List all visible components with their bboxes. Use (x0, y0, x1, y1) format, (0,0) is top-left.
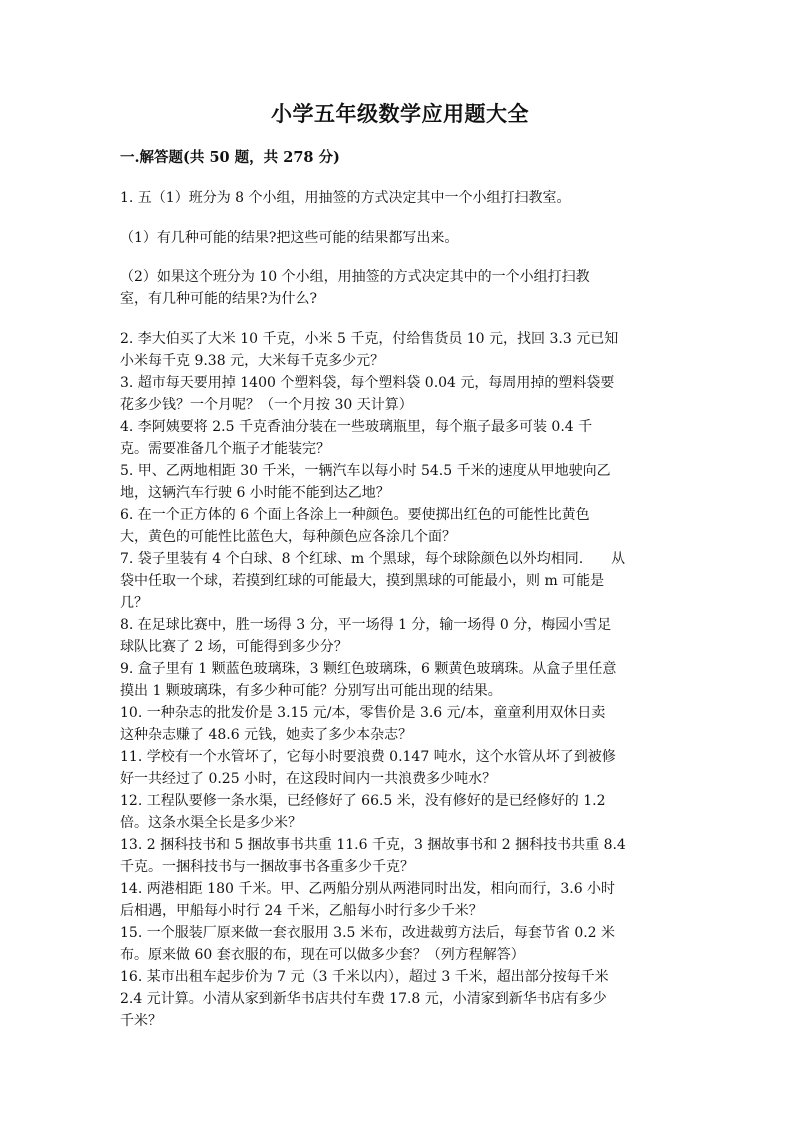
problem-line: 3. 超市每天要用掉 1400 个塑料袋，每个塑料袋 0.04 元，每周用掉的塑料袋要 (120, 375, 615, 391)
problem-line: 6. 在一个正方体的 6 个面上各涂上一种颜色。要使掷出红色的可能性比黄色 (120, 507, 590, 523)
problem-line: 球队比赛了 2 场，可能得到多少分？ (120, 639, 348, 655)
problem-line: 室，有几种可能的结果?为什么? (120, 291, 318, 307)
problem-line: 布。原来做 60 套衣服的布，现在可以做多少套？（列方程解答） (120, 947, 525, 963)
problem-line: 16. 某市出租车起步价为 7 元（3 千米以内），超过 3 千米，超出部分按每千米 (120, 969, 609, 985)
problem-line: 15. 一个服装厂原来做一套衣服用 3.5 米布，改进裁剪方法后，每套节省 0.2 米 (120, 925, 616, 941)
document-title: 小学五年级数学应用题大全 (271, 101, 529, 126)
problem-line: 几？ (120, 595, 148, 611)
problem-line: 克。需要准备几个瓶子才能装完？ (120, 441, 330, 457)
problem-line: 这种杂志赚了 48.6 元钱，她卖了多少本杂志？ (120, 727, 413, 743)
problem-line: 14. 两港相距 180 千米。甲、乙两船分别从两港同时出发，相向而行，3.6 小时 (120, 881, 616, 897)
problem-line: 花多少钱？一个月呢？（一个月按 30 天计算） (120, 397, 413, 413)
problem-line: 12. 工程队要修一条水渠，已经修好了 66.5 米，没有修好的是已经修好的 1.2 (120, 793, 606, 809)
problem-line: 4. 李阿姨要将 2.5 千克香油分装在一些玻璃瓶里，每个瓶子最多可装 0.4 千 (120, 419, 593, 435)
problem-line: 11. 学校有一个水管坏了，它每小时要浪费 0.147 吨水，这个水管从坏了到被修 (120, 749, 616, 765)
problem-line: 8. 在足球比赛中，胜一场得 3 分，平一场得 1 分，输一场得 0 分，梅园小雪足 (120, 617, 612, 633)
problem-line: 好一共经过了 0.25 小时，在这段时间内一共浪费多少吨水？ (120, 771, 497, 787)
problem-line: 千克。一捆科技书与一捆故事书各重多少千克？ (120, 859, 414, 875)
section-heading: 一.解答题(共 50 题，共 278 分) (120, 149, 340, 166)
problem-line: 5. 甲、乙两地相距 30 千米，一辆汽车以每小时 54.5 千米的速度从甲地驶向乙 (120, 463, 611, 479)
problem-line: 摸出 1 颗玻璃珠，有多少种可能？分别写出可能出现的结果。 (120, 683, 502, 699)
problem-line: 13. 2 捆科技书和 5 捆故事书共重 11.6 千克，3 捆故事书和 2 捆科技书共重 8.4 (120, 837, 626, 853)
problem-line: 千米？ (120, 1013, 162, 1029)
problem-line: 9. 盒子里有 1 颗蓝色玻璃珠，3 颗红色玻璃珠，6 颗黄色玻璃珠。从盒子里任意 (120, 661, 617, 677)
problem-line: 地，这辆汽车行驶 6 小时能不能到达乙地？ (120, 485, 390, 501)
problem-line: 1. 五（1）班分为 8 个小组，用抽签的方式决定其中一个小组打扫教室。 (120, 190, 571, 206)
problem-line: 袋中任取一个球，若摸到红球的可能最大，摸到黑球的可能最小，则 m 可能是 (120, 573, 605, 589)
problem-line: 倍。这条水渠全长是多少米？ (120, 815, 302, 831)
problem-line: （1）有几种可能的结果?把这些可能的结果都写出来。 (120, 230, 459, 246)
problem-line: 大，黄色的可能性比蓝色大，每种颜色应各涂几个面？ (120, 529, 456, 545)
problem-line: （2）如果这个班分为 10 个小组，用抽签的方式决定其中的一个小组打扫教 (120, 269, 590, 285)
problem-line: 7. 袋子里装有 4 个白球、8 个红球、m 个黑球，每个球除颜色以外均相同. 从 (120, 551, 626, 567)
problem-line: 10. 一种杂志的批发价是 3.15 元/本，零售价是 3.6 元/本，童童利用双休日卖 (120, 705, 606, 721)
problem-line: 后相遇，甲船每小时行 24 千米，乙船每小时行多少千米？ (120, 903, 483, 919)
problem-line: 2.4 元计算。小清从家到新华书店共付车费 17.8 元，小清家到新华书店有多少 (120, 991, 607, 1007)
problem-line: 2. 李大伯买了大米 10 千克，小米 5 千克，付给售货员 10 元，找回 3.3 元已知 (120, 331, 619, 347)
problem-line: 小米每千克 9.38 元，大米每千克多少元？ (120, 353, 385, 369)
